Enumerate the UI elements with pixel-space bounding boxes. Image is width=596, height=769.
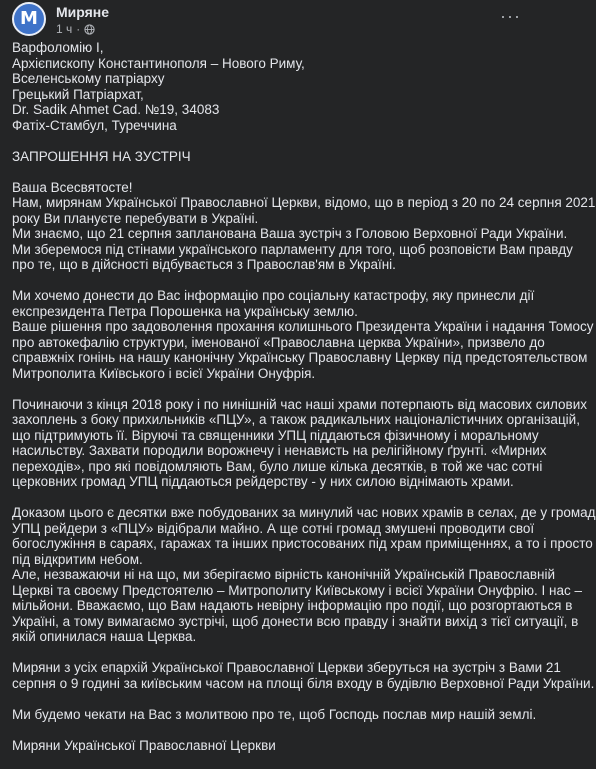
- post-paragraph: [12, 738, 522, 754]
- globe-icon[interactable]: [84, 24, 95, 35]
- text-line: під відкритим небом.: [12, 551, 143, 567]
- post-header: [12, 2, 523, 36]
- text-line: експрезидента Петра Порошенка на українську землю.: [12, 303, 358, 319]
- post-meta: [56, 22, 95, 36]
- text-line: Але, незважаючи ні на що, ми зберігаємо вірність канонічній Українській Православній: [12, 567, 556, 582]
- meta-separator: ·: [76, 22, 81, 36]
- text-line: богослужіння в сараях, гаражах та інших пристосованих під храм приміщеннях, а то і просто: [12, 536, 593, 551]
- post-paragraph: [12, 706, 537, 723]
- text-line: Митрополита Київського і всієї України Онуфрія.: [12, 365, 316, 381]
- text-line: Ми знаємо, що 21 серпня запланована Ваша зустріч з Головою Верховної Ради України.: [12, 226, 568, 241]
- more-options-icon[interactable]: ···: [500, 6, 521, 26]
- text-line: Ваше рішення про задоволення прохання колишнього Президента України і надання Томосу: [12, 319, 594, 334]
- post-paragraph: [12, 660, 595, 691]
- page-avatar[interactable]: [12, 2, 46, 36]
- text-line: Грецький Патріархат,: [12, 86, 144, 102]
- text-line: Dr. Sadik Ahmet Cad. №19, 34083: [12, 102, 220, 117]
- post-paragraph: [12, 505, 596, 645]
- post-paragraph: [12, 288, 594, 381]
- text-line: переходів», про які повідомляють Вам, було лише кілька десятків, в той же час сотні: [12, 458, 543, 474]
- text-line: ЗАПРОШЕННЯ НА ЗУСТРІЧ: [12, 148, 191, 164]
- text-line: Миряни Української Православної Церкви: [12, 737, 276, 753]
- post-paragraph: [12, 149, 522, 165]
- text-line: Фатіх-Стамбул, Туреччина: [12, 117, 177, 133]
- text-line: якій опинилася наша Церква.: [12, 629, 197, 644]
- text-line: Церкві та своєму Предстоятелю – Митрополиту Київському і всієї України Онуфрію. І нас –: [12, 582, 583, 598]
- avatar-letter: М: [20, 8, 38, 29]
- post-paragraph: [12, 179, 596, 273]
- post-paragraph: [12, 396, 588, 490]
- text-line: Нам, мирянам Української Православної Церкви, відомо, що в період з 20 по 24 серпня 2021: [12, 195, 596, 210]
- text-line: Миряни з усіх епархій Української Православної Церкви зберуться на зустріч з Вами 21: [12, 660, 561, 675]
- post-paragraph: [12, 40, 522, 133]
- text-line: Ми хочемо донести до Вас інформацію про соціальну катастрофу, яку принесли дії: [12, 288, 535, 303]
- text-line: Починаючи з кінця 2018 року і по нинішній час наші храми потерпають від масових силових: [12, 396, 588, 412]
- text-line: про автокефалію структури, іменованої «Православна церква України», призвело до: [12, 334, 545, 350]
- text-line: серпня о 9 годині за київським часом на площі біля входу в будівлю Верховної Ради України.: [12, 675, 595, 691]
- text-line: що підтримують її. Віруючі та священники УПЦ піддаються фізичному і моральному: [12, 427, 539, 443]
- text-line: Ваша Всесвятосте!: [12, 179, 133, 195]
- text-line: Варфоломію І,: [12, 40, 104, 55]
- text-line: захоплень з боку прихильників «ПЦУ», а також радикальних націоналістичних організацій,: [12, 412, 580, 427]
- text-line: Архієпископу Константинополя – Нового Риму,: [12, 55, 305, 71]
- text-line: УПЦ рейдери з «ПЦУ» відібрали майно. А ще сотні громад змушені проводити свої: [12, 520, 535, 536]
- text-line: про те, що в дійсності відбувається з Православ'ям в Україні.: [12, 257, 396, 272]
- text-line: мільйони. Вважаємо, що Вам надають невірну інформацію про події, що розгортаються в: [12, 598, 573, 613]
- post-text: [12, 40, 596, 769]
- text-line: насильству. Захвати породили ворожнечу і ненависть на релігійному ґрунті. «Мирних: [12, 443, 547, 458]
- text-line: Доказом цього є десятки вже побудованих за минулий час нових храмів в селах, де у громад: [12, 505, 596, 520]
- text-line: року Ви плануєте перебувати в Україні.: [12, 210, 259, 226]
- text-line: Україні, а тому вимагаємо зустрічі, щоб донести всю правду і знайти вихід з тієї ситуації, в: [12, 613, 579, 629]
- text-line: Ми зберемося під стінами українського парламенту для того, щоб розповісти Вам правду: [12, 241, 573, 257]
- post-time[interactable]: 1 ч: [56, 22, 73, 36]
- page-name-link[interactable]: Миряне: [56, 4, 110, 20]
- text-line: церковних громад УПЦ піддаються рейдерству - у них силою віднімають храми.: [12, 474, 514, 489]
- text-line: справжніх гонінь на нашу канонічну Українську Православну Церкву під предстоятельством: [12, 350, 588, 365]
- text-line: Вселенському патріарху: [12, 71, 165, 86]
- text-line: Ми будемо чекати на Вас з молитвою про те, щоб Господь послав мир нашій землі.: [12, 706, 537, 722]
